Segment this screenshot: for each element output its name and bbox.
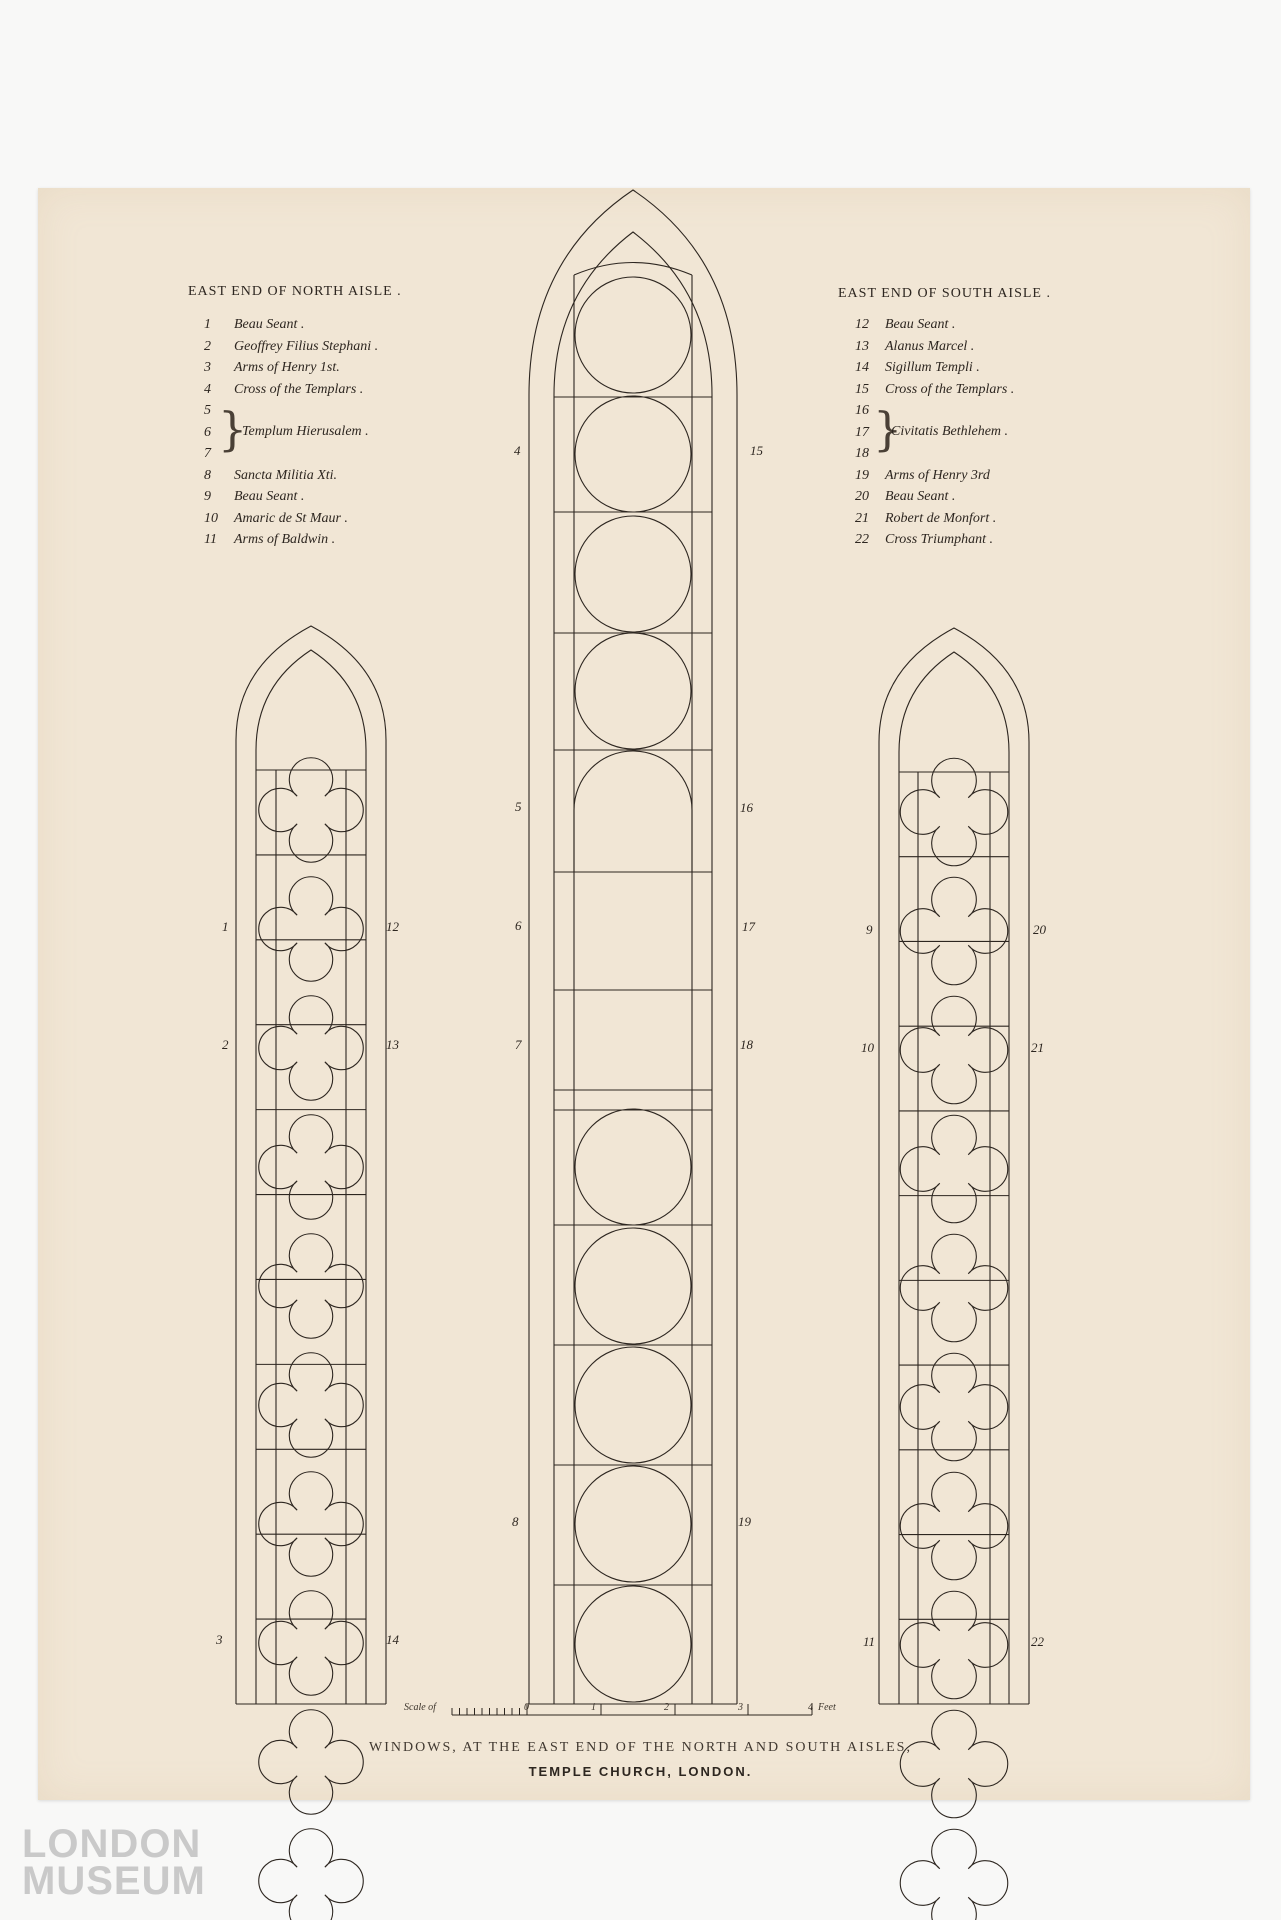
quatrefoil-panel [900, 1115, 1008, 1223]
window-label: 9 [866, 922, 873, 937]
quatrefoil-panel [259, 877, 364, 982]
window-label: 22 [1031, 1634, 1044, 1649]
legend-item [204, 336, 378, 358]
legend-item [204, 379, 378, 401]
legend-num: 20 [855, 489, 869, 504]
legend-num: 4 [204, 381, 211, 397]
scale-tick-label: 2 [664, 1702, 669, 1713]
legend-text: Sancta Militia Xti. [234, 467, 338, 483]
legend-num: 6 [204, 424, 211, 440]
legend-text: Beau Seant . [885, 489, 956, 504]
quatrefoil-panel [259, 1591, 364, 1696]
roundel-panel [575, 1109, 691, 1225]
quatrefoil-panel [900, 1591, 1008, 1699]
north-aisle-window [236, 626, 386, 1920]
window-label: 15 [750, 443, 763, 458]
scale-tick-label: 3 [738, 1702, 743, 1713]
quatrefoil-panel [900, 1472, 1008, 1580]
roundel-panel [575, 277, 691, 393]
legend-text: Beau Seant . [234, 317, 305, 332]
scale-unit: Feet [818, 1702, 836, 1713]
legend-text: Arms of Baldwin . [234, 532, 336, 547]
legend-item [855, 314, 1014, 336]
window-label: 17 [742, 919, 755, 934]
quatrefoil-panel [259, 1710, 364, 1815]
legend-group [855, 400, 1014, 465]
legend-num: 16 [855, 403, 869, 418]
roundel-panel [575, 633, 691, 749]
legend-item [204, 314, 378, 336]
quatrefoil-panel [900, 758, 1008, 866]
window-label: 11 [863, 1634, 876, 1649]
legend-num: 21 [855, 510, 869, 526]
quatrefoil-panel [259, 996, 364, 1101]
window-label: 12 [386, 919, 399, 934]
roundel-panel [574, 751, 692, 872]
window-label: 5 [515, 799, 522, 814]
legend-text: Cross Triumphant . [885, 532, 994, 547]
legend-item [204, 486, 378, 508]
legend-num: 18 [855, 446, 869, 461]
quatrefoil-panel [900, 877, 1008, 985]
legend-text: Robert de Monfort . [885, 510, 997, 526]
quatrefoil-panel [259, 1472, 364, 1577]
brace-icon: } [218, 402, 248, 456]
window-label: 7 [515, 1037, 522, 1052]
legend-text: Templum Hierusalem . [242, 424, 369, 439]
brace-icon: } [873, 402, 903, 456]
legend-num: 22 [855, 532, 869, 547]
legend-text: Alanus Marcel . [885, 338, 975, 354]
north-aisle-legend [204, 314, 378, 551]
window-label: 18 [740, 1037, 753, 1052]
scale-tick-label: 4 [808, 1702, 813, 1713]
watermark-line: MUSEUM [22, 1859, 206, 1903]
legend-text: Cross of the Templars . [234, 381, 364, 397]
window-frame [899, 652, 1009, 1704]
legend-item [204, 357, 378, 379]
window-label: 21 [1031, 1040, 1044, 1055]
legend-text: Beau Seant . [234, 489, 305, 504]
window-label: 4 [514, 443, 521, 458]
caption-subtitle: TEMPLE CHURCH, LONDON. [528, 1764, 753, 1779]
window-label: 19 [738, 1514, 751, 1529]
legend-text: Amaric de St Maur . [234, 510, 348, 526]
legend-item [204, 465, 378, 487]
watermark-line: LONDON [22, 1822, 202, 1866]
window-frame [554, 232, 712, 1704]
quatrefoil-panel [900, 996, 1008, 1104]
window-label: 16 [740, 800, 753, 815]
roundel-panel [575, 1228, 691, 1344]
window-frame [879, 628, 1029, 1704]
legend-item [855, 486, 1014, 508]
legend-num: 12 [855, 317, 869, 332]
london-museum-watermark [22, 1822, 206, 1903]
quatrefoil-panel [259, 758, 364, 863]
legend-num: 7 [204, 446, 211, 461]
legend-num: 15 [855, 381, 869, 397]
quatrefoil-panel [900, 1234, 1008, 1342]
window-label: 6 [515, 918, 522, 933]
window-label: 2 [222, 1037, 229, 1052]
legend-item [855, 336, 1014, 358]
roundel-panel [575, 396, 691, 512]
legend-item [204, 508, 378, 530]
legend-num: 13 [855, 338, 869, 354]
window-label: 13 [386, 1037, 399, 1052]
window-label: 8 [512, 1514, 519, 1529]
legend-num: 19 [855, 467, 869, 483]
legend-text: Arms of Henry 3rd [885, 467, 990, 483]
legend-num: 2 [204, 338, 211, 354]
quatrefoil-panel [259, 1115, 364, 1220]
legend-num: 17 [855, 424, 869, 440]
legend-text: Geoffrey Filius Stephani . [234, 338, 379, 354]
scale-tick-label: 0 [524, 1702, 529, 1713]
quatrefoil-panel [900, 1353, 1008, 1460]
legend-text: Civitatis Bethlehem . [891, 424, 1009, 439]
legend-group [204, 400, 378, 465]
south-aisle-heading: EAST END OF SOUTH AISLE . [838, 286, 1051, 301]
window-frame [529, 190, 737, 1704]
roundel-panel [575, 1347, 691, 1463]
legend-num: 5 [204, 403, 211, 418]
quatrefoil-panel [259, 1829, 364, 1920]
roundel-panel [575, 1466, 691, 1582]
window-frame [256, 650, 366, 1704]
legend-item [204, 529, 378, 551]
south-aisle-window [879, 628, 1029, 1920]
legend-num: 14 [855, 360, 869, 375]
legend-num: 10 [204, 510, 218, 526]
scale-tick-label: 1 [591, 1702, 596, 1713]
legend-text: Beau Seant . [885, 317, 956, 332]
legend-item [855, 357, 1014, 379]
legend-num: 8 [204, 467, 211, 483]
scale-prefix: Scale of [404, 1702, 436, 1713]
quatrefoil-panel [259, 1234, 364, 1339]
window-label: 1 [222, 919, 229, 934]
window-label: 10 [861, 1040, 874, 1055]
legend-item [855, 379, 1014, 401]
window-label: 3 [216, 1632, 223, 1647]
north-aisle-heading: EAST END OF NORTH AISLE . [188, 284, 402, 299]
legend-text: Cross of the Templars . [885, 381, 1015, 397]
south-aisle-legend [855, 314, 1014, 551]
scale-bar [452, 1704, 812, 1715]
roundel-panel [575, 516, 691, 632]
legend-num: 9 [204, 489, 211, 504]
legend-item [855, 508, 1014, 530]
legend-item [855, 465, 1014, 487]
legend-text: Arms of Henry 1st. [234, 360, 340, 375]
legend-num: 1 [204, 317, 211, 332]
legend-num: 11 [204, 532, 217, 547]
window-label: 20 [1033, 922, 1046, 937]
legend-num: 3 [204, 360, 211, 375]
legend-text: Sigillum Templi . [885, 360, 980, 375]
quatrefoil-panel [900, 1829, 1008, 1920]
caption-title: WINDOWS, AT THE EAST END OF THE NORTH AND SOUTH AISLES, [369, 1740, 912, 1755]
quatrefoil-panel [259, 1353, 364, 1458]
legend-item [855, 529, 1014, 551]
roundel-panel [575, 1586, 691, 1702]
window-label: 14 [386, 1632, 399, 1647]
central-window [529, 190, 737, 1704]
